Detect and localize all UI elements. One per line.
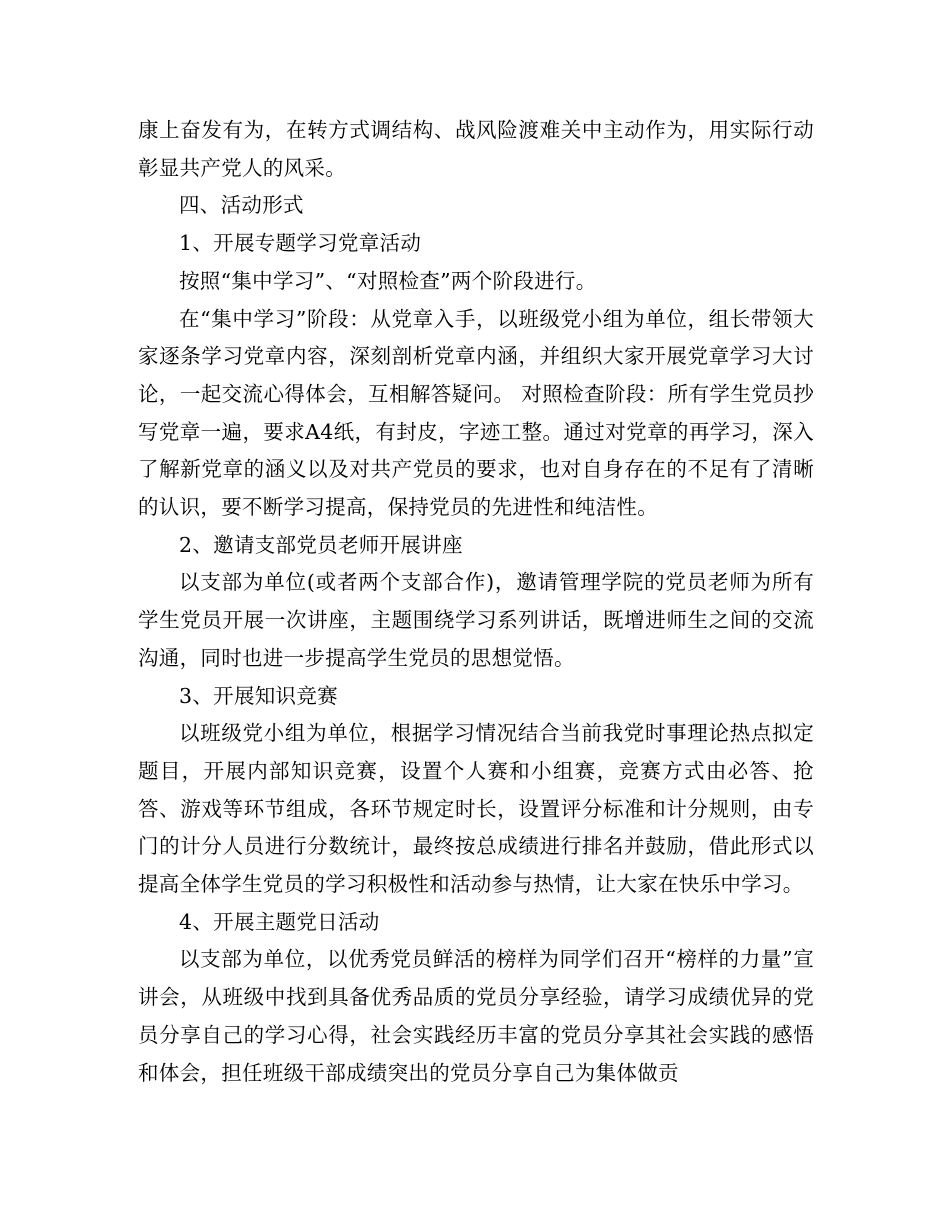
- subheading-knowledge-contest: 3、开展知识竞赛: [179, 683, 338, 708]
- subheading-lecture: 2、邀请支部党员老师开展讲座: [179, 532, 463, 557]
- subheading-party-constitution-study: 1、开展专题学习党章活动: [179, 231, 422, 256]
- paragraph-continuation: 康上奋发有为，在转方式调结构、战风险渡难关中主动作为，用实际行动彰显共产党人的风采。: [138, 118, 814, 180]
- paragraph-lecture: 以支部为单位(或者两个支部合作)，邀请管理学院的党员老师为所有学生党员开展一次讲座，主题围绕学习系列讲话，既增进师生之间的交流沟通，同时也进一步提高学生党员的思想觉悟。: [138, 570, 814, 670]
- paragraph-focused-study: 在“集中学习”阶段：从党章入手，以班级党小组为单位，组长带领大家逐条学习党章内容，深刻剖析党章内涵，并组织大家开展党章学习大讨论，一起交流心得体会，互相解答疑问。 对照检查阶段：所有学生党员抄写党章一遍，要求A4纸，有封皮，字迹工整。通过对党章的再学习，深入了解新党章的涵义以及对共产党员的要求，也对自身存在的不足有了清晰的认识，要不断学习提高，保持党员的先进性和纯洁性。: [138, 306, 814, 520]
- document-page: [138, 112, 814, 1092]
- section-heading-activity-forms: 四、活动形式: [179, 193, 304, 218]
- paragraph-party-day: 以支部为单位，以优秀党员鲜活的榜样为同学们召开“榜样的力量”宣讲会，从班级中找到具备优秀品质的党员分享经验，请学习成绩优异的党员分享自己的学习心得，社会实践经历丰富的党员分享其社会实践的感悟和体会，担任班级干部成绩突出的党员分享自己为集体做贡: [138, 947, 814, 1085]
- paragraph-knowledge-contest: 以班级党小组为单位，根据学习情况结合当前我党时事理论热点拟定题目，开展内部知识竞赛，设置个人赛和小组赛，竞赛方式由必答、抢答、游戏等环节组成，各环节规定时长，设置评分标准和计分规则，由专门的计分人员进行分数统计，最终按总成绩进行排名并鼓励，借此形式以提高全体学生党员的学习积极性和活动参与热情，让大家在快乐中学习。: [138, 721, 814, 897]
- paragraph-two-stages: 按照“集中学习”、“对照检查”两个阶段进行。: [179, 268, 597, 293]
- subheading-party-day: 4、开展主题党日活动: [179, 909, 380, 934]
